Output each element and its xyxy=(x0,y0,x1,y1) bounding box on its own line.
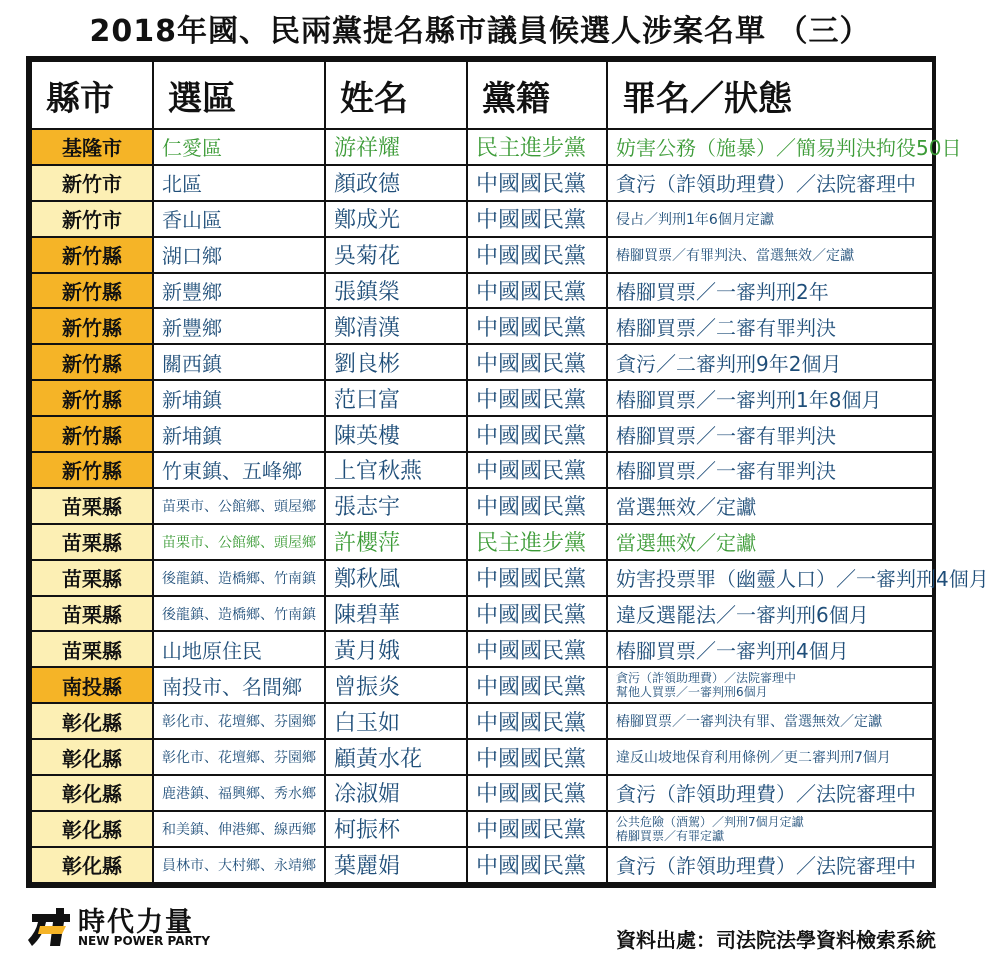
cell-county: 苗栗縣 xyxy=(31,524,153,560)
cell-party: 中國國民黨 xyxy=(467,667,607,703)
cell-party: 中國國民黨 xyxy=(467,308,607,344)
status-line: 樁腳買票／二審有罪判決 xyxy=(616,315,836,340)
cell-status xyxy=(607,416,933,452)
status-line: 樁腳買票／一審判刑1年8個月 xyxy=(616,387,882,412)
header-party: 黨籍 xyxy=(467,61,607,129)
cell-status xyxy=(607,380,933,416)
header-name: 姓名 xyxy=(325,61,467,129)
cell-county: 新竹縣 xyxy=(31,308,153,344)
table-row xyxy=(31,416,933,452)
candidates-table-frame xyxy=(26,56,989,888)
cell-district: 新豐鄉 xyxy=(153,308,325,344)
cell-county: 彰化縣 xyxy=(31,811,153,847)
cell-name: 陳碧華 xyxy=(325,596,467,632)
cell-party: 中國國民黨 xyxy=(467,560,607,596)
cell-county: 新竹市 xyxy=(31,201,153,237)
cell-county: 基隆市 xyxy=(31,129,153,165)
cell-name: 鄭秋風 xyxy=(325,560,467,596)
cell-district: 竹東鎮、五峰鄉 xyxy=(153,452,325,488)
cell-status xyxy=(607,452,933,488)
cell-district: 南投市、名間鄉 xyxy=(153,667,325,703)
cell-name: 張鎮榮 xyxy=(325,273,467,309)
party-logo xyxy=(26,900,256,952)
cell-party: 中國國民黨 xyxy=(467,811,607,847)
cell-party: 中國國民黨 xyxy=(467,237,607,273)
cell-name: 顏政德 xyxy=(325,165,467,201)
cell-status xyxy=(607,560,989,596)
cell-status xyxy=(607,273,933,309)
table-body xyxy=(31,129,989,883)
cell-name: 游祥耀 xyxy=(325,129,467,165)
status-line: 貪污（詐領助理費）／法院審理中 xyxy=(616,854,916,879)
cell-district: 仁愛區 xyxy=(153,129,325,165)
cell-county: 新竹縣 xyxy=(31,237,153,273)
cell-county: 新竹縣 xyxy=(31,380,153,416)
status-line: 樁腳買票／一審判刑4個月 xyxy=(616,638,849,663)
cell-name: 張志宇 xyxy=(325,488,467,524)
cell-party: 中國國民黨 xyxy=(467,739,607,775)
cell-county: 苗栗縣 xyxy=(31,560,153,596)
cell-party: 中國國民黨 xyxy=(467,488,607,524)
cell-status xyxy=(607,631,933,667)
cell-status xyxy=(607,667,933,703)
status-line: 妨害公務（施暴）／簡易判決拘役50日 xyxy=(616,136,962,161)
cell-party: 中國國民黨 xyxy=(467,452,607,488)
page-title: 2018年國、民兩黨提名縣市議員候選人涉案名單 （三） xyxy=(89,14,871,49)
cell-status xyxy=(607,811,933,847)
cell-county: 彰化縣 xyxy=(31,703,153,739)
candidates-table xyxy=(30,60,989,884)
cell-party: 中國國民黨 xyxy=(467,273,607,309)
table-row xyxy=(31,165,933,201)
cell-party: 民主進步黨 xyxy=(467,129,607,165)
cell-status xyxy=(607,739,933,775)
table-row xyxy=(31,631,933,667)
table-row xyxy=(31,560,933,596)
cell-district: 新豐鄉 xyxy=(153,273,325,309)
table-row xyxy=(31,775,933,811)
status-line: 樁腳買票／一審有罪判決 xyxy=(616,423,836,448)
status-line: 樁腳買票／一審有罪判決 xyxy=(616,459,836,484)
cell-name: 葉麗娟 xyxy=(325,847,467,883)
cell-county: 新竹縣 xyxy=(31,416,153,452)
status-line: 樁腳買票／一審判刑2年 xyxy=(616,280,829,304)
cell-party: 中國國民黨 xyxy=(467,847,607,883)
table-row xyxy=(31,273,933,309)
cell-district: 山地原住民 xyxy=(153,631,325,667)
status-line: 貪污／二審判刑9年2個月 xyxy=(616,351,842,376)
status-line: 違反選罷法／一審判刑6個月 xyxy=(616,603,869,628)
cell-county: 彰化縣 xyxy=(31,739,153,775)
table-row xyxy=(31,380,933,416)
cell-county: 新竹縣 xyxy=(31,273,153,309)
cell-district: 苗栗市、公館鄉、頭屋鄉 xyxy=(153,488,325,524)
cell-name: 上官秋燕 xyxy=(325,452,467,488)
logo-subtitle: NEW POWER PARTY xyxy=(78,934,211,948)
status-line: 公共危險（酒駕）／判刑7個月定讞 xyxy=(616,814,804,829)
new-power-party-logo-icon xyxy=(26,904,72,950)
status-line: 侵占／判刑1年6個月定讞 xyxy=(616,211,774,228)
cell-party: 中國國民黨 xyxy=(467,416,607,452)
cell-district: 苗栗市、公館鄉、頭屋鄉 xyxy=(153,524,325,560)
cell-status xyxy=(607,237,933,273)
cell-name: 黃月娥 xyxy=(325,631,467,667)
cell-district: 鹿港鎮、福興鄉、秀水鄉 xyxy=(153,775,325,811)
data-source-note: 資料出處：司法院法學資料檢索系統 xyxy=(616,928,936,952)
cell-district: 新埔鎮 xyxy=(153,380,325,416)
cell-district: 湖口鄉 xyxy=(153,237,325,273)
cell-status xyxy=(607,201,933,237)
cell-name: 鄭成光 xyxy=(325,201,467,237)
cell-district: 員林市、大村鄉、永靖鄉 xyxy=(153,847,325,883)
table-header-row xyxy=(31,61,933,129)
cell-status xyxy=(607,596,933,632)
cell-county: 苗栗縣 xyxy=(31,488,153,524)
status-line: 樁腳買票／有罪判決、當選無效／定讞 xyxy=(616,247,854,264)
cell-district: 和美鎮、伸港鄉、線西鄉 xyxy=(153,811,325,847)
cell-party: 民主進步黨 xyxy=(467,524,607,560)
cell-party: 中國國民黨 xyxy=(467,380,607,416)
cell-party: 中國國民黨 xyxy=(467,596,607,632)
cell-party: 中國國民黨 xyxy=(467,775,607,811)
status-line: 貪污（詐領助理費）／法院審理中 xyxy=(616,671,797,686)
cell-county: 彰化縣 xyxy=(31,847,153,883)
table-row xyxy=(31,703,933,739)
cell-name: 柯振杯 xyxy=(325,811,467,847)
cell-party: 中國國民黨 xyxy=(467,201,607,237)
table-row xyxy=(31,739,933,775)
header-county: 縣市 xyxy=(31,61,153,129)
table-row xyxy=(31,308,933,344)
table-row xyxy=(31,596,933,632)
cell-name: 曾振炎 xyxy=(325,667,467,703)
cell-status xyxy=(607,775,933,811)
cell-name: 范曰富 xyxy=(325,380,467,416)
cell-status xyxy=(607,165,933,201)
cell-status xyxy=(607,524,933,560)
cell-district: 香山區 xyxy=(153,201,325,237)
status-line: 幫他人買票／一審判刑6個月 xyxy=(616,685,768,700)
cell-county: 南投縣 xyxy=(31,667,153,703)
status-line: 違反山坡地保育利用條例／更二審判刑7個月 xyxy=(616,750,891,767)
table-row xyxy=(31,452,933,488)
status-line: 貪污（詐領助理費）／法院審理中 xyxy=(616,782,916,807)
status-line: 樁腳買票／有罪定讞 xyxy=(616,828,725,843)
table-row xyxy=(31,129,933,165)
cell-status xyxy=(607,344,933,380)
cell-district: 後龍鎮、造橋鄉、竹南鎮 xyxy=(153,596,325,632)
cell-party: 中國國民黨 xyxy=(467,165,607,201)
cell-county: 新竹縣 xyxy=(31,452,153,488)
table-row xyxy=(31,488,933,524)
cell-status xyxy=(607,847,933,883)
table-row xyxy=(31,811,933,847)
cell-party: 中國國民黨 xyxy=(467,344,607,380)
status-line: 妨害投票罪（幽靈人口）／一審判刑4個月 xyxy=(616,567,989,592)
cell-name: 凃淑媚 xyxy=(325,775,467,811)
cell-name: 許櫻萍 xyxy=(325,524,467,560)
cell-status xyxy=(607,488,933,524)
status-line: 當選無效／定讞 xyxy=(616,531,756,556)
cell-name: 顧黃水花 xyxy=(325,739,467,775)
header-status: 罪名／狀態 xyxy=(607,61,933,129)
logo-name: 時代力量 xyxy=(78,907,194,938)
status-line: 當選無效／定讞 xyxy=(616,495,756,520)
header-district: 選區 xyxy=(153,61,325,129)
cell-party: 中國國民黨 xyxy=(467,631,607,667)
table-row xyxy=(31,667,933,703)
cell-party: 中國國民黨 xyxy=(467,703,607,739)
cell-status xyxy=(607,308,933,344)
cell-district: 彰化市、花壇鄉、芬園鄉 xyxy=(153,739,325,775)
cell-name: 劉良彬 xyxy=(325,344,467,380)
table-row xyxy=(31,344,933,380)
cell-county: 新竹縣 xyxy=(31,344,153,380)
cell-county: 新竹市 xyxy=(31,165,153,201)
status-line: 樁腳買票／一審判決有罪、當選無效／定讞 xyxy=(616,714,882,731)
table-row xyxy=(31,524,933,560)
cell-status xyxy=(607,129,962,165)
cell-district: 關西鎮 xyxy=(153,344,325,380)
cell-county: 苗栗縣 xyxy=(31,631,153,667)
cell-name: 吳菊花 xyxy=(325,237,467,273)
cell-name: 陳英樓 xyxy=(325,416,467,452)
cell-district: 後龍鎮、造橋鄉、竹南鎮 xyxy=(153,560,325,596)
cell-district: 新埔鎮 xyxy=(153,416,325,452)
cell-status xyxy=(607,703,933,739)
cell-district: 北區 xyxy=(153,165,325,201)
table-row xyxy=(31,237,933,273)
table-row xyxy=(31,201,933,237)
cell-county: 苗栗縣 xyxy=(31,596,153,632)
table-row xyxy=(31,847,933,883)
cell-name: 鄭清漢 xyxy=(325,308,467,344)
cell-name: 白玉如 xyxy=(325,703,467,739)
status-line: 貪污（詐領助理費）／法院審理中 xyxy=(616,172,916,197)
cell-district: 彰化市、花壇鄉、芬園鄉 xyxy=(153,703,325,739)
cell-county: 彰化縣 xyxy=(31,775,153,811)
